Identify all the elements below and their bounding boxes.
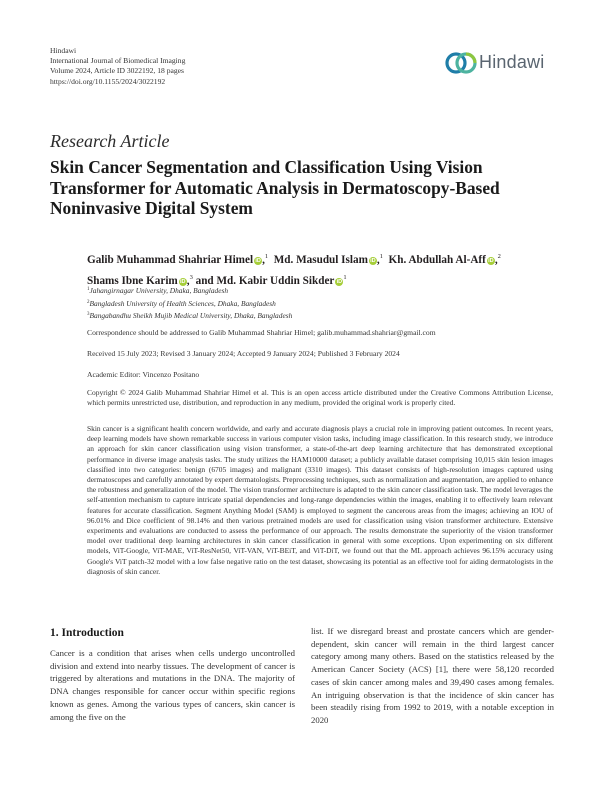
brand-name: Hindawi (479, 52, 545, 72)
author-affiliation-number: 1 (379, 253, 383, 260)
author-affiliation-number: 2 (497, 253, 501, 260)
affiliation-text: Jahangirnagar University, Dhaka, Bangladesh (89, 286, 229, 295)
volume-info: Volume 2024, Article ID 3022192, 18 pages (50, 66, 184, 76)
hindawi-logo-icon (445, 48, 479, 78)
publication-dates: Received 15 July 2023; Revised 3 January 2024; Accepted 9 January 2024; Published 3 February 2024 (87, 349, 400, 358)
publisher-name: Hindawi (50, 46, 77, 55)
affiliation-item (87, 284, 292, 297)
article-title: Skin Cancer Segmentation and Classification Using Vision Transformer for Automatic Analysis in Dermatoscopy-Based Noninvasive Digital System (50, 157, 500, 218)
author-name: Md. Kabir Uddin Sikder (216, 275, 335, 287)
article-type: Research Article (50, 131, 170, 151)
author-list: Galib Muhammad Shahriar Himel iD,$^1$ Md. Masudul Islam iD,$^1$ Kh. Abdullah Al-Aff iD,$^2$ Shams Ibne Karim iD,$^3$ and Md. Kabir Uddin Sikder $iD^1$ (87, 253, 501, 287)
author-joiner: and (195, 275, 214, 287)
affiliation-number: 3 (87, 312, 90, 318)
doi-link[interactable]: https://doi.org/10.1155/2024/3022192 (50, 76, 166, 86)
hindawi-logo (445, 48, 555, 78)
orcid-icon[interactable]: iD (336, 279, 343, 285)
orcid-icon[interactable]: iD (180, 279, 186, 285)
journal-info (50, 46, 185, 87)
author-name: Md. Masudul Islam (273, 254, 368, 266)
section-heading: 1. Introduction (50, 627, 124, 639)
orcid-icon[interactable]: iD (255, 258, 261, 264)
author-name: Shams Ibne Karim (87, 275, 178, 287)
affiliation-text: Bangladesh University of Health Sciences, Dhaka, Bangladesh (89, 298, 276, 308)
affiliation-item (87, 297, 292, 310)
affiliation-item (87, 309, 292, 322)
author-affiliation-number: 3 (189, 274, 193, 281)
affiliation-text: Bangabandhu Sheikh Mujib Medical University, Dhaka, Bangladesh (89, 311, 293, 321)
affiliation-list (87, 284, 292, 322)
affiliation-number: 1 (87, 287, 90, 292)
body-text-right-column: list. If we disregard breast and prostate cancers which are gender-dependent, skin cancer will remain in the third largest cancer category among many others. Based on the statistics released by the American Cancer Society (ACS) [1], there were 58,120 recorded cases of skin cancer among males and 39,490 cases among females. An intriguing observation is that the incidence of skin cancer has been steadily rising from 1992 to 2019, with a notable exception in 2020 (311, 626, 554, 725)
orcid-icon[interactable]: iD (370, 258, 376, 264)
academic-editor: Academic Editor: Vincenzo Positano (87, 370, 200, 379)
copyright-notice: Copyright © 2024 Galib Muhammad Shahriar Himel et al. This is an open access article distributed under the Creative Commons Attribution License, which permits unrestricted use, distribution, and reproduction in any medium, provided the original work is properly cited. (87, 388, 553, 408)
author-name: Galib Muhammad Shahriar Himel (87, 254, 254, 266)
abstract-text: Skin cancer is a significant health concern worldwide, and early and accurate diagnosis plays a crucial role in improving patient outcomes. In recent years, deep learning models have shown remarkable success in various computer vision tasks, including image classification. In this research study, we introduce an approach for skin cancer classification using vision transformer, a state-of-the-art deep learning architecture that has demonstrated exceptional performance in diverse image analysis tasks. The study utilizes the HAM10000 dataset; a publicly available dataset comprising 10,015 skin lesion images classified into two categories: benign (6705 images) and malignant (3310 images). This dataset consists of high-resolution images captured using dermatoscopes and carefully annotated by expert dermatologists. Preprocessing techniques, such as normalization and augmentation, are applied to enhance the robustness and generalization of the model. The vision transformer architecture is adapted to the skin cancer classification task. The model leverages the self-attention mechanism to capture intricate spatial dependencies and long-range dependencies within the images, enabling it to effectively learn relevant features for accurate classification. Segment Anything Model (SAM) is employed to segment the cancerous areas from the images; achieving an IOU of 96.01% and Dice coefficient of 98.14% and then various pretrained models are used for classification using vision transformer architecture. Extensive experiments and evaluations are conducted to assess the performance of our approach. The results demonstrate the superiority of the vision transformer model over traditional deep learning architectures in skin cancer classification in general with some exceptions. Upon experimenting on six different models, ViT-Google, ViT-MAE, ViT-ResNet50, ViT-VAN, ViT-BEiT, and ViT-DiT, we found out that the ML approach achieves 96.15% accuracy using Google's ViT patch-32 model with a low false negative ratio on the test dataset, showcasing its potential as an effective tool for aiding dermatologists in the diagnosis of skin cancer. (87, 424, 553, 576)
author-name: Kh. Abdullah Al-Aff (388, 254, 486, 266)
orcid-icon[interactable]: iD (488, 258, 494, 264)
affiliation-number: 2 (87, 299, 90, 305)
author-affiliation-number: 1 (264, 253, 269, 260)
author-affiliation-number: 1 (343, 274, 347, 281)
journal-name: International Journal of Biomedical Imaging (50, 56, 186, 66)
correspondence-note: Correspondence should be addressed to Galib Muhammad Shahriar Himel; galib.muhammad.shahriar@gmail.com (87, 328, 436, 337)
body-text-left-column: Cancer is a condition that arises when cells undergo uncontrolled division and extend into nearby tissues. The development of cancer is triggered by alterations and mutations in the DNA. The majority of DNA changes responsible for cancer occur within specific regions known as genes. Among the various types of cancers, skin cancer is among the five on the (50, 648, 295, 722)
